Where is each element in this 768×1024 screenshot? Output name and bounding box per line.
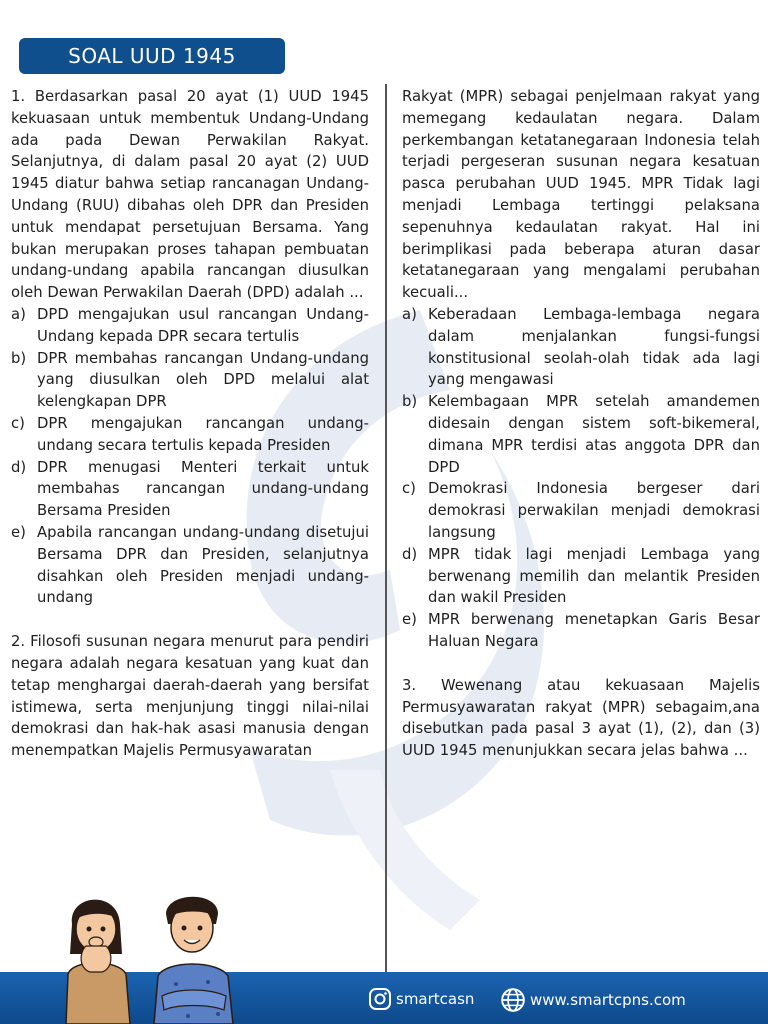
page-title: SOAL UUD 1945 xyxy=(19,38,285,74)
question-2-options xyxy=(402,304,760,653)
option-text: Demokrasi Indonesia bergeser dari demokrasi perwakilan menjadi demokrasi langsung xyxy=(428,480,760,541)
man-character xyxy=(154,897,233,1024)
mascot-characters-illustration xyxy=(58,884,248,1024)
question-1-option-b xyxy=(11,348,369,413)
instagram-link[interactable] xyxy=(368,987,474,1011)
question-1-option-a xyxy=(11,304,369,348)
question-1-option-c xyxy=(11,413,369,457)
option-text: Keberadaan Lembaga-lembaga negara dalam menjalankan fungsi-fungsi konstitusional seolah-olah tidak ada lagi yang mengawasi xyxy=(428,305,760,389)
option-letter: a) xyxy=(11,305,26,323)
question-2-option-d xyxy=(402,544,760,609)
option-text: DPD mengajukan usul rancangan Undang-Undang kepada DPR secara tertulis xyxy=(37,305,369,345)
question-1-text: 1. Berdasarkan pasal 20 ayat (1) UUD 1945 kekuasaan untuk membentuk Undang-Undang ada pada Dewan Perwakilan Rakyat. Selanjutnya, di dalam pasal 20 ayat (2) UUD 1945 diatur bahwa setiap rancanagan Undang-Undang (RUU) dibahas oleh DPR dan Presiden untuk mendapat persetujuan Bersama. Yang bukan merupakan proses tahapan pembuatan undang-undang apabila rancangan diusulkan oleh Dewan Perwakilan Daerah (DPD) adalah ... xyxy=(11,88,369,302)
option-letter: b) xyxy=(402,393,418,411)
instagram-handle: smartcasn xyxy=(396,990,475,1008)
question-1-option-e xyxy=(11,522,369,609)
option-text: Kelembagaan MPR setelah amandemen didesain dengan sistem soft-bikemeral, dimana MPR terdisi atas anggota DPR dan DPD xyxy=(428,393,760,476)
question-3-text: 3. Wewenang atau kekuasaan Majelis Permusyawaratan rakyat (MPR) sebagaim,ana disebutkan pada pasal 3 ayat (1), (2), dan (3) UUD 1945 menunjukkan secara jelas bahwa ... xyxy=(402,676,760,760)
option-text: MPR tidak lagi menjadi Lembaga yang berwenang memilih dan melantik Presiden dan wakil Presiden xyxy=(428,545,760,607)
option-letter: c) xyxy=(11,414,25,432)
option-text: Apabila rancangan undang-undang disetujui Bersama DPR dan Presiden, selanjutnya disahkan oleh Presiden menjadi undang-undang xyxy=(37,523,369,607)
option-text: DPR menugasi Menteri terkait untuk membahas rancangan undang-undang Bersama Presiden xyxy=(37,458,369,520)
website-url: www.smartcpns.com xyxy=(530,991,686,1009)
globe-icon xyxy=(500,987,526,1013)
question-2-option-b xyxy=(402,391,760,478)
left-column xyxy=(11,86,369,762)
option-text: MPR berwenang menetapkan Garis Besar Haluan Negara xyxy=(428,611,760,650)
question-2-text-start: 2. Filosofi susunan negara menurut para pendiri negara adalah negara kesatuan yang kuat dan tetap menghargai daerah-daerah yang bersifat istimewa, serta menjunjung tinggi nilai-nilai demokrasi dan hak-hak asasi manusia dengan menempatkan Majelis Permusyawaratan xyxy=(11,633,369,760)
option-letter: d) xyxy=(402,545,418,563)
option-text: DPR membahas rancangan Undang-undang yang diusulkan oleh DPD melalui alat kelengkapan DPR xyxy=(37,349,369,411)
right-column xyxy=(402,86,760,762)
woman-character xyxy=(66,900,130,1024)
option-letter: d) xyxy=(11,458,27,476)
website-link[interactable] xyxy=(500,987,686,1013)
question-1-options xyxy=(11,304,369,609)
question-2-text-continued: Rakyat (MPR) sebagai penjelmaan rakyat yang memegang kedaulatan negara. Dalam perkembangan ketatanegaraan Indonesia telah terjadi pergeseran susunan negara kesatuan pasca perubahan UUD 1945. MPR Tidak lagi menjadi Lembaga tertinggi pelaksana sepenuhnya kedaulatan rakyat. Hal ini berimplikasi pada beberapa aturan dasar ketatanegaraan yang mengalami perubahan kecuali... xyxy=(402,88,760,302)
option-letter: e) xyxy=(11,523,26,541)
option-letter: b) xyxy=(11,349,27,367)
instagram-icon xyxy=(368,987,392,1011)
option-letter: c) xyxy=(402,480,416,498)
question-2-option-c xyxy=(402,478,760,543)
column-divider xyxy=(385,84,387,972)
question-1-option-d xyxy=(11,457,369,522)
question-2-option-a xyxy=(402,304,760,391)
option-letter: a) xyxy=(402,305,417,323)
question-2-option-e xyxy=(402,609,760,653)
option-text: DPR mengajukan rancangan undang-undang secara tertulis kepada Presiden xyxy=(37,414,369,454)
option-letter: e) xyxy=(402,611,417,629)
